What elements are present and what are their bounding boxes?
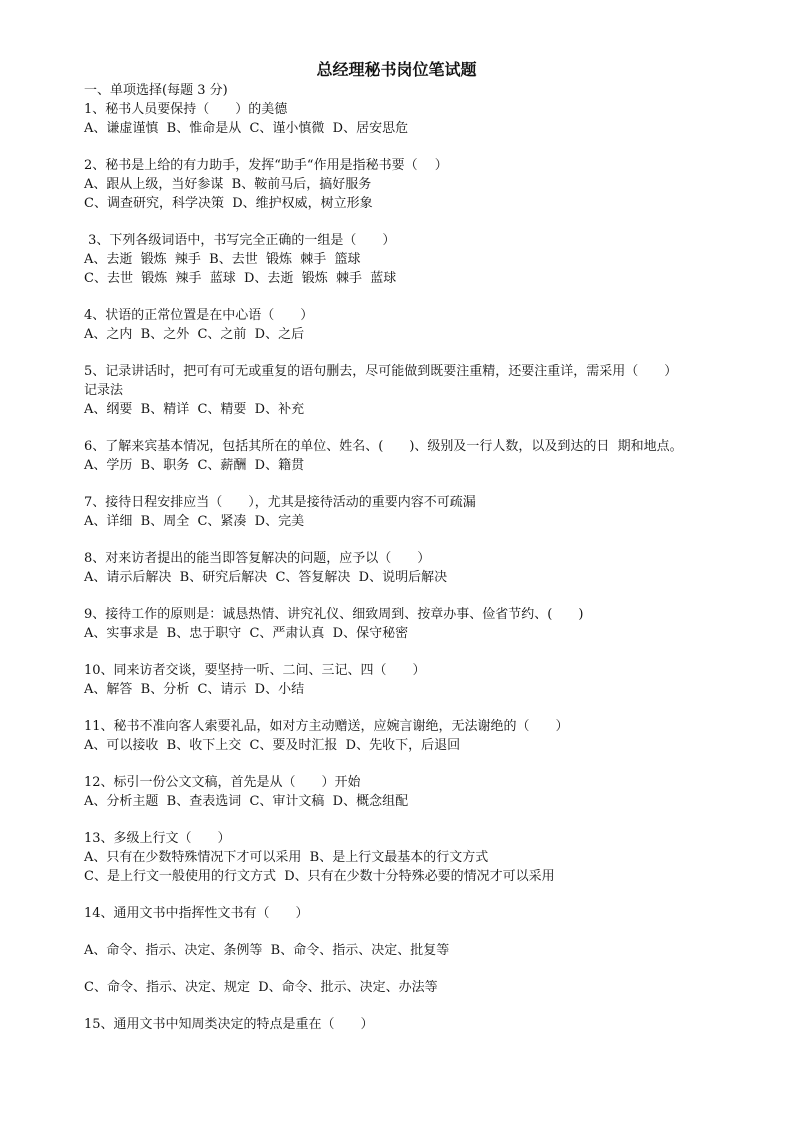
- question-stem: 5、记录讲话时，把可有可无或重复的语句删去，尽可能做到既要注重精，还要注重详，需采用（ ）: [84, 364, 678, 379]
- question-stem: 14、通用文书中指挥性文书有（ ）: [84, 906, 309, 921]
- question-options: A、纲要 B、精详 C、精要 D、补充: [84, 402, 305, 417]
- question-stem: 2、秘书是上给的有力助手，发挥“助手“作用是指秘书要（ ）: [84, 158, 448, 173]
- question-options: C、是上行文一般使用的行文方式 D、只有在少数十分特殊必要的情况才可以采用: [84, 869, 555, 884]
- question-options: A、实事求是 B、忠于职守 C、严肃认真 D、保守秘密: [84, 626, 409, 641]
- question-stem: 1、秘书人员要保持（ ）的美德: [84, 102, 288, 117]
- question-stem: 8、对来访者提出的能当即答复解决的问题，应予以（ ）: [84, 551, 431, 566]
- question-options: A、学历 B、职务 C、薪酬 D、籍贯: [84, 458, 305, 473]
- question-options: A、请示后解决 B、研究后解决 C、答复解决 D、说明后解决: [84, 570, 448, 585]
- question-stem: 9、接待工作的原则是：诚恳热情、讲究礼仪、细致周到、按章办事、俭省节约、( ): [84, 607, 584, 622]
- question-options: A、只有在少数特殊情况下才可以采用 B、是上行文最基本的行文方式: [84, 850, 489, 865]
- question-options: A、解答 B、分析 C、请示 D、小结: [84, 682, 305, 697]
- question-options: A、谦虚谨慎 B、惟命是从 C、谨小慎微 D、居安思危: [84, 121, 409, 136]
- question-stem: 13、多级上行文（ ）: [84, 831, 231, 846]
- question-options: A、详细 B、周全 C、紧凑 D、完美: [84, 514, 305, 529]
- section-heading: 一、单项选择(每题 3 分): [84, 83, 228, 98]
- question-options: A、之内 B、之外 C、之前 D、之后: [84, 327, 305, 342]
- question-stem: 10、同来访者交谈，要坚持一听、二问、三记、四（ ）: [84, 663, 426, 678]
- question-stem: 15、通用文书中知周类决定的特点是重在（ ）: [84, 1017, 374, 1032]
- document-title: 总经理秘书岗位笔试题: [316, 60, 477, 79]
- question-stem: 12、标引一份公文文稿，首先是从（ ）开始: [84, 775, 361, 790]
- question-stem: 11、秘书不准向客人索要礼品，如对方主动赠送，应婉言谢绝，无法谢绝的（ ）: [84, 719, 569, 734]
- question-stem: 3、下列各级词语中，书写完全正确的一组是（ ）: [84, 233, 396, 248]
- question-options: A、命令、指示、决定、条例等 B、命令、指示、决定、批复等: [84, 943, 450, 958]
- question-options: A、跟从上级，当好参谋 B、鞍前马后，搞好服务: [84, 177, 372, 192]
- question-options: C、去世 锻炼 辣手 蓝球 D、去逝 锻炼 棘手 蓝球: [84, 271, 397, 286]
- question-stem: 7、接待日程安排应当（ ），尤其是接待活动的重要内容不可疏漏: [84, 495, 476, 510]
- question-options: A、去逝 锻炼 辣手 B、去世 锻炼 棘手 篮球: [84, 252, 361, 267]
- question-options: C、调查研究，科学决策 D、维护权威，树立形象: [84, 196, 373, 211]
- question-stem: 6、了解来宾基本情况，包括其所在的单位、姓名、( )、级别及一行人数，以及到达的日 期和地点。: [84, 439, 683, 454]
- question-options: A、分析主题 B、查表选词 C、审计文稿 D、概念组配: [84, 794, 409, 809]
- question-options: A、可以接收 B、收下上交 C、要及时汇报 D、先收下，后退回: [84, 738, 461, 753]
- question-stem: 4、状语的正常位置是在中心语（ ）: [84, 308, 314, 323]
- question-options: C、命令、指示、决定、规定 D、命令、批示、决定、办法等: [84, 980, 438, 995]
- question-stem-continuation: 记录法: [84, 383, 124, 398]
